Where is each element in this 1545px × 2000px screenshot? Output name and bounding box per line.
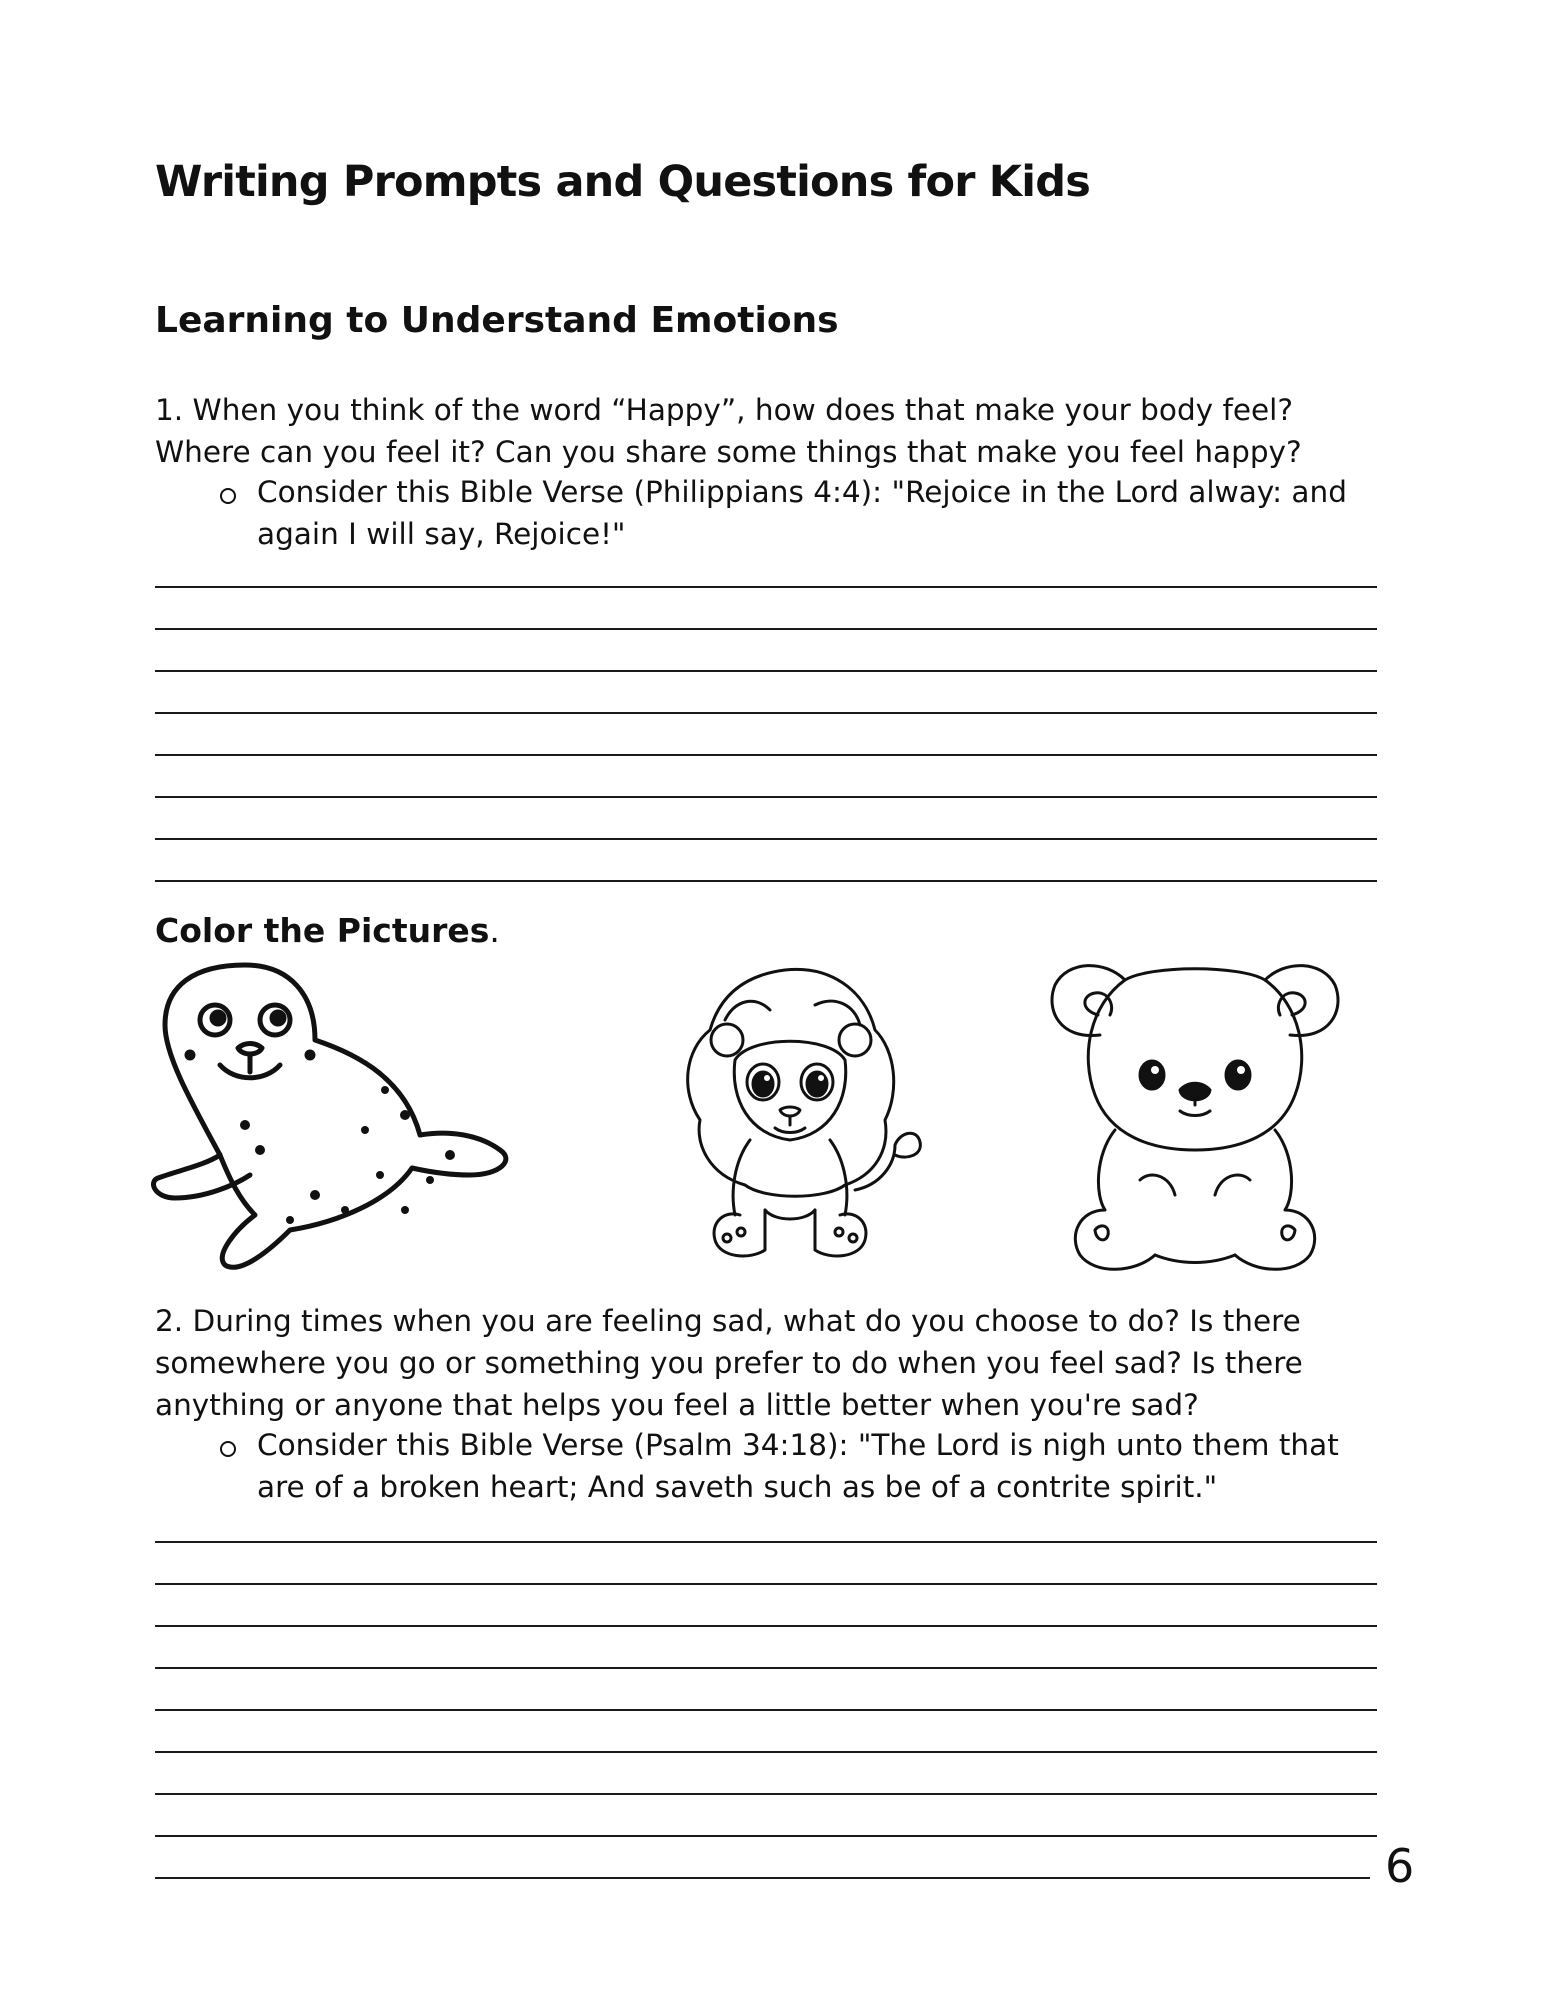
answer-line[interactable]	[155, 838, 1377, 840]
koala-coloring-icon	[1040, 955, 1350, 1280]
question-2-bible-verse: Consider this Bible Verse (Psalm 34:18): "The Lord is nigh unto them that are of a broken heart; And saveth such as be of a contrite spirit."	[257, 1428, 1339, 1504]
answer-line[interactable]	[155, 1541, 1377, 1543]
answer-line[interactable]	[155, 796, 1377, 798]
answer-line[interactable]	[155, 754, 1377, 756]
page-title: Writing Prompts and Questions for Kids	[155, 157, 1091, 207]
section-heading: Learning to Understand Emotions	[155, 300, 839, 341]
page-number: 6	[1385, 1839, 1415, 1893]
color-heading: Color the Pictures.	[155, 911, 500, 950]
answer-line[interactable]	[155, 880, 1377, 882]
answer-line[interactable]	[155, 670, 1377, 672]
answer-line[interactable]	[155, 1877, 1370, 1879]
question-1-text: 1. When you think of the word “Happy”, how does that make your body feel? Where can you feel it? Can you share some things that make you feel happy?	[155, 393, 1302, 469]
answer-line[interactable]	[155, 1709, 1377, 1711]
lion-coloring-icon	[655, 960, 935, 1280]
answer-line[interactable]	[155, 1625, 1377, 1627]
answer-line[interactable]	[155, 586, 1377, 588]
question-1-bible-verse: Consider this Bible Verse (Philippians 4:4): "Rejoice in the Lord alway: and again I will say, Rejoice!"	[257, 475, 1347, 551]
seal-coloring-icon	[150, 960, 550, 1280]
answer-line[interactable]	[155, 712, 1377, 714]
answer-line[interactable]	[155, 1583, 1377, 1585]
answer-line[interactable]	[155, 1835, 1377, 1837]
answer-line[interactable]	[155, 1667, 1377, 1669]
answer-line[interactable]	[155, 1793, 1377, 1795]
question-2-text: 2. During times when you are feeling sad, what do you choose to do? Is there somewhere you go or something you prefer to do when you feel sad? Is there anything or anyone that helps you feel a little better when you're sad?	[155, 1304, 1303, 1422]
answer-line[interactable]	[155, 1751, 1377, 1753]
answer-line[interactable]	[155, 628, 1377, 630]
